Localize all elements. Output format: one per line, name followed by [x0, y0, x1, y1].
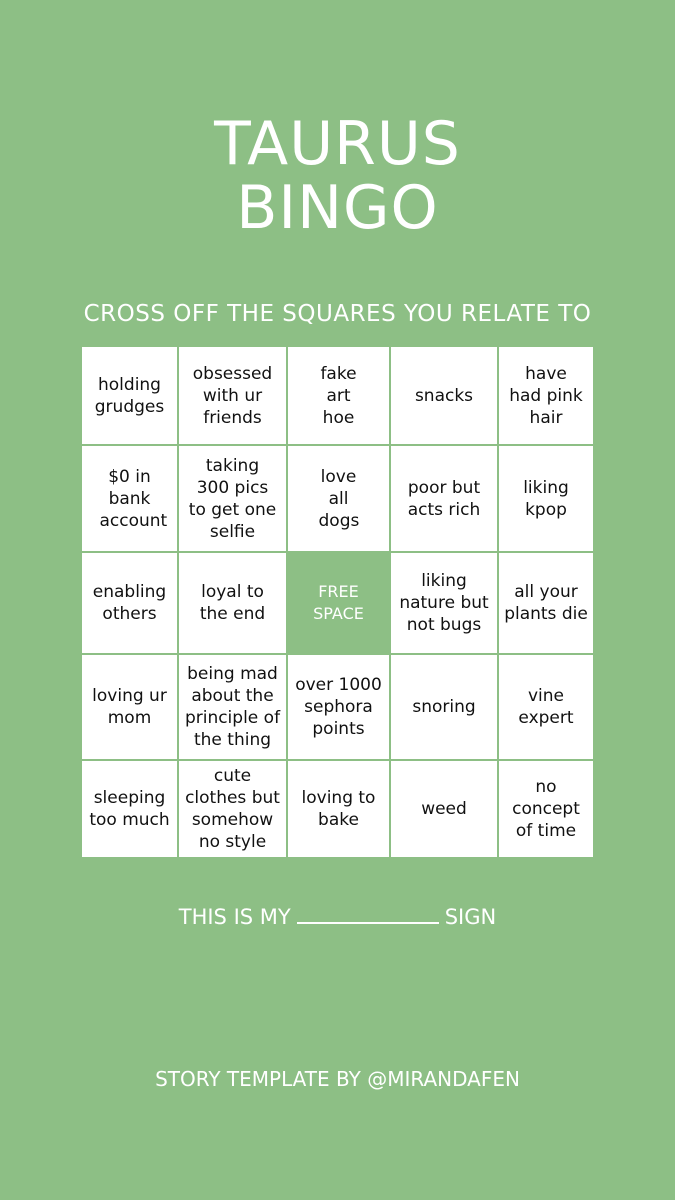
bingo-square[interactable] — [499, 446, 593, 551]
bingo-square[interactable] — [391, 446, 497, 551]
bingo-square[interactable] — [391, 347, 497, 444]
bingo-square[interactable] — [179, 446, 286, 551]
bingo-square[interactable] — [82, 446, 177, 551]
sign-blank[interactable] — [297, 900, 439, 924]
bingo-square[interactable] — [82, 761, 177, 857]
bingo-square-label: have had pink hair — [509, 363, 583, 428]
bingo-square-label: holding grudges — [94, 374, 165, 417]
bingo-square[interactable] — [499, 553, 593, 653]
bingo-square-label: love all dogs — [318, 466, 360, 531]
bingo-square-label: no concept of time — [512, 777, 580, 841]
bingo-square-label: cute clothes but somehow no style — [185, 766, 280, 852]
bingo-square-label: fake art hoe — [320, 363, 357, 428]
title-line-1: TAURUS — [214, 109, 461, 179]
bingo-square-label: enabling others — [92, 582, 167, 624]
template-credit: STORY TEMPLATE BY @MIRANDAFEN — [155, 1067, 520, 1091]
sign-prefix: THIS IS MY — [178, 905, 291, 929]
bingo-square-label: sleeping too much — [89, 788, 170, 830]
bingo-square[interactable] — [82, 347, 177, 444]
bingo-grid — [82, 347, 593, 859]
bingo-square-label: obsessed with ur friends — [192, 363, 273, 428]
instructions-subtitle: CROSS OFF THE SQUARES YOU RELATE TO — [83, 301, 592, 327]
bingo-square-label: snoring — [412, 697, 476, 717]
bingo-square[interactable] — [391, 655, 497, 759]
bingo-square[interactable] — [179, 761, 286, 857]
bingo-square[interactable] — [82, 655, 177, 759]
bingo-square-label: loyal to the end — [199, 582, 266, 624]
bingo-square-label: being mad about the principle of the thing — [184, 664, 281, 750]
bingo-square[interactable] — [82, 553, 177, 653]
bingo-square-label: all your plants die — [504, 582, 588, 624]
bingo-square-label: $0 in bank account — [99, 466, 168, 531]
bingo-square[interactable] — [391, 553, 497, 653]
bingo-square-label: loving to bake — [301, 788, 376, 830]
free-space-label: FREE SPACE — [313, 582, 364, 623]
free-space-square[interactable] — [288, 553, 389, 653]
bingo-square-label: poor but acts rich — [407, 477, 481, 520]
bingo-square-label: weed — [421, 799, 467, 819]
bingo-square[interactable] — [499, 347, 593, 444]
bingo-square[interactable] — [499, 761, 593, 857]
bingo-square[interactable] — [179, 655, 286, 759]
bingo-square[interactable] — [499, 655, 593, 759]
bingo-square[interactable] — [179, 347, 286, 444]
title-line-2: BINGO — [236, 173, 439, 243]
bingo-square[interactable] — [179, 553, 286, 653]
bingo-square-label: taking 300 pics to get one selfie — [188, 455, 277, 542]
sign-fill-in-line — [0, 900, 675, 932]
bingo-square-label: snacks — [414, 385, 474, 406]
bingo-square[interactable] — [288, 761, 389, 857]
bingo-square[interactable] — [288, 655, 389, 759]
bingo-square[interactable] — [288, 347, 389, 444]
bingo-square-label: liking nature but not bugs — [399, 571, 489, 635]
bingo-square-label: vine expert — [518, 686, 574, 728]
bingo-square-label: liking kpop — [523, 477, 569, 520]
bingo-square[interactable] — [391, 761, 497, 857]
bingo-square-label: over 1000 sephora points — [295, 675, 382, 739]
sign-suffix: SIGN — [444, 905, 497, 929]
bingo-square[interactable] — [288, 446, 389, 551]
bingo-square-label: loving ur mom — [92, 686, 167, 728]
